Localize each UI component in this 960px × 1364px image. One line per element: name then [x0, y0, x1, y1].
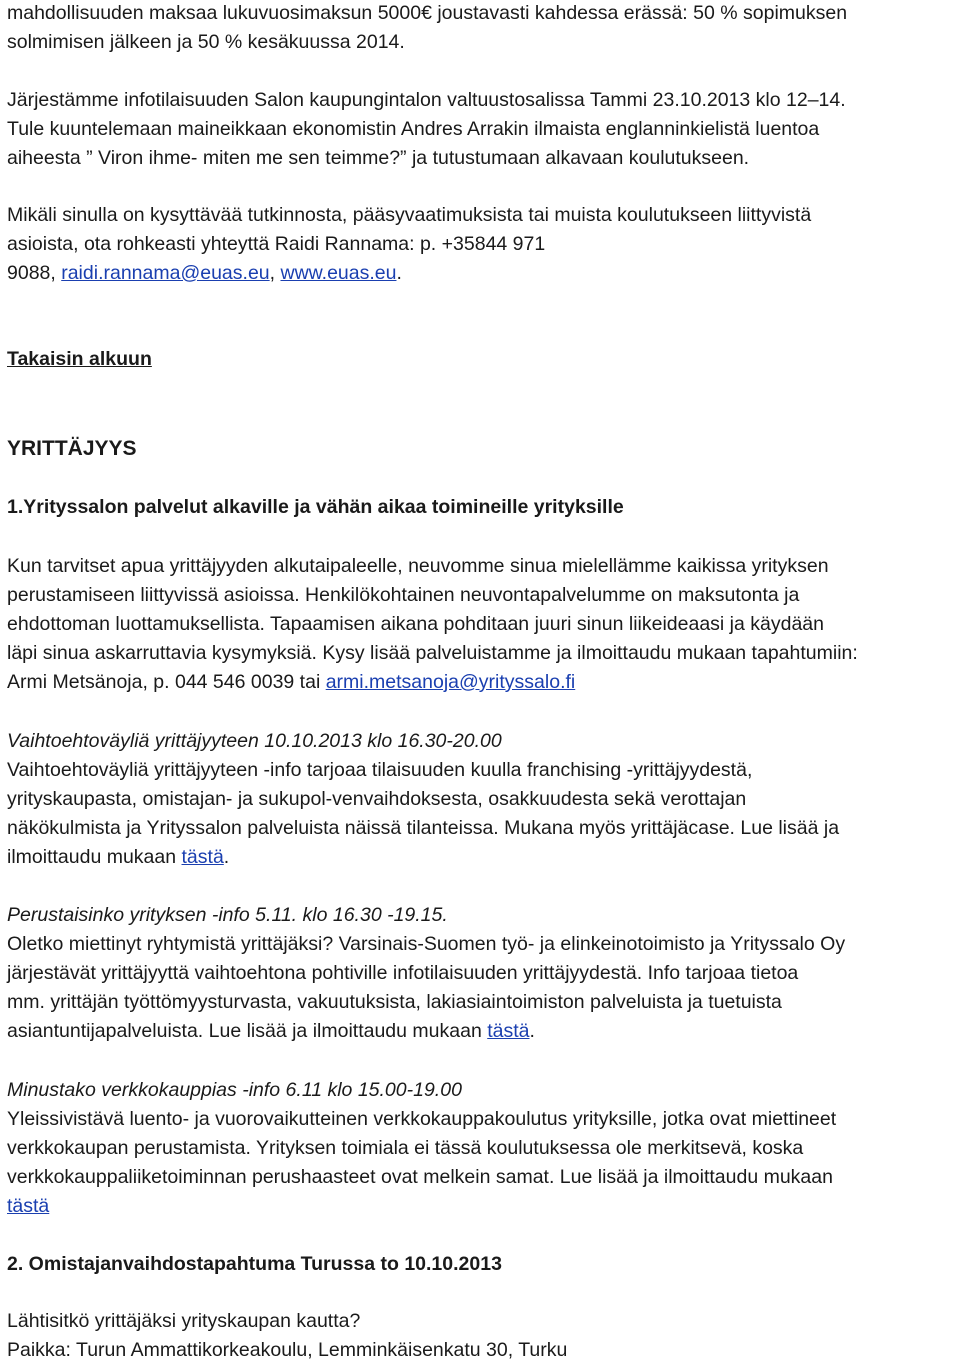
contact-line	[7, 259, 402, 287]
item-title	[7, 1250, 502, 1278]
back-to-top-link[interactable]: Takaisin alkuun	[7, 348, 152, 370]
event-title: Minustako verkkokauppias -info 6.11 klo 15.00-19.00	[7, 1079, 462, 1101]
paragraph-line: Vaihtoehtoväyliä yrittäjyyteen -info tarjoaa tilaisuuden kuulla franchising -yrittäjyydestä,	[7, 759, 753, 781]
contact-line	[7, 668, 575, 696]
paragraph-line: perustamiseen liittyvissä asioissa. Henkilökohtainen neuvontapalvelumme on maksutonta ja	[7, 584, 800, 606]
section-title: YRITTÄJYYS	[7, 437, 137, 460]
contact-prefix: 9088,	[7, 262, 62, 284]
email-link[interactable]: armi.metsanoja@yrityssalo.fi	[325, 671, 576, 693]
paragraph-line: Yleissivistävä luento- ja vuorovaikutteinen verkkokauppakoulutus yrityksille, jotka ovat miettineet	[7, 1108, 837, 1130]
separator: ,	[269, 262, 281, 284]
paragraph-line: yrityskaupasta, omistajan- ja sukupol-venvaihdoksesta, osakkuudesta sekä verottajan	[7, 788, 747, 810]
period: .	[223, 846, 230, 868]
paragraph-line: mm. yrittäjän työttömyysturvasta, vakuutuksista, lakiasiaintoimiston palveluista ja tuetuista	[7, 991, 782, 1013]
period: .	[396, 262, 402, 284]
register-link[interactable]: tästä	[487, 1020, 530, 1042]
paragraph-line	[7, 843, 229, 871]
paragraph-line: Kun tarvitset apua yrittäjyyden alkutaipaleelle, neuvomme sinua mielellämme kaikissa yrityksen	[7, 555, 829, 577]
email-link[interactable]: raidi.rannama@euas.eu	[61, 262, 270, 284]
item-number: 2.	[7, 1253, 24, 1275]
paragraph-line	[7, 1017, 535, 1045]
paragraph-line: Paikka: Turun Ammattikorkeakoulu, Lemminkäisenkatu 30, Turku	[7, 1339, 568, 1361]
item-title-text: Omistajanvaihdostapahtuma Turussa to 10.10.2013	[23, 1253, 502, 1275]
text: ilmoittaudu mukaan	[7, 846, 182, 868]
back-to-top-wrap	[7, 345, 152, 373]
paragraph-line: näkökulmista ja Yrityssalon palveluista näissä tilanteissa. Mukana myös yrittäjäcase. Lue lisää ja	[7, 817, 840, 839]
website-link[interactable]: www.euas.eu	[280, 262, 397, 284]
event-title: Vaihtoehtoväyliä yrittäjyyteen 10.10.2013 klo 16.30-20.00	[7, 730, 502, 752]
paragraph-line	[7, 1192, 49, 1220]
paragraph-line: asioista, ota rohkeasti yhteyttä Raidi Rannama: p. +35844 971	[7, 233, 546, 255]
paragraph-line: Lähtisitkö yrittäjäksi yrityskaupan kautta?	[7, 1310, 361, 1332]
paragraph-line: läpi sinua askarruttavia kysymyksiä. Kysy lisää palveluistamme ja ilmoittaudu mukaan tapahtumiin:	[7, 642, 858, 664]
period: .	[529, 1020, 535, 1042]
paragraph-line: solmimisen jälkeen ja 50 % kesäkuussa 2014.	[7, 31, 405, 53]
paragraph-line: Järjestämme infotilaisuuden Salon kaupungintalon valtuustosalissa Tammi 23.10.2013 klo 12‒14.	[7, 89, 846, 111]
contact-prefix: Armi Metsänoja, p. 044 546 0039 tai	[7, 671, 326, 693]
event-title: Perustaisinko yrityksen -info 5.11. klo 16.30 -19.15.	[7, 904, 448, 926]
register-link[interactable]: tästä	[7, 1195, 50, 1217]
paragraph-line: ehdottoman luottamuksellista. Tapaamisen aikana pohditaan juuri sinun liikeideaasi ja käydään	[7, 613, 824, 635]
paragraph-line: järjestävät yrittäjyyttä vaihtoehtona pohtiville infotilaisuuden yrittäjyydestä. Info tarjoaa tietoa	[7, 962, 799, 984]
paragraph-line: mahdollisuuden maksaa lukuvuosimaksun 5000€ joustavasti kahdessa erässä: 50 % sopimuksen	[7, 2, 848, 24]
paragraph-line: aiheesta ” Viron ihme- miten me sen teimme?” ja tutustumaan alkavaan koulutukseen.	[7, 147, 750, 169]
register-link[interactable]: tästä	[181, 846, 224, 868]
paragraph-line: verkkokaupan perustamista. Yrityksen toimiala ei tässä koulutuksessa ole merkitsevä, koska	[7, 1137, 804, 1159]
text: asiantuntijapalveluista. Lue lisää ja ilmoittaudu mukaan	[7, 1020, 488, 1042]
paragraph-line: Tule kuuntelemaan maineikkaan ekonomistin Andres Arrakin ilmaista englanninkielistä luentoa	[7, 118, 820, 140]
item-title: 1.Yrityssalon palvelut alkaville ja vähän aikaa toimineille yrityksille	[7, 496, 624, 518]
paragraph-line: verkkokauppaliiketoiminnan perushaasteet ovat melkein samat. Lue lisää ja ilmoittaudu mukaan	[7, 1166, 833, 1188]
paragraph-line: Oletko miettinyt ryhtymistä yrittäjäksi? Varsinais-Suomen työ- ja elinkeinotoimisto ja Yrityssalo Oy	[7, 933, 846, 955]
paragraph-line: Mikäli sinulla on kysyttävää tutkinnosta, pääsyvaatimuksista tai muista koulutukseen liittyvistä	[7, 204, 812, 226]
